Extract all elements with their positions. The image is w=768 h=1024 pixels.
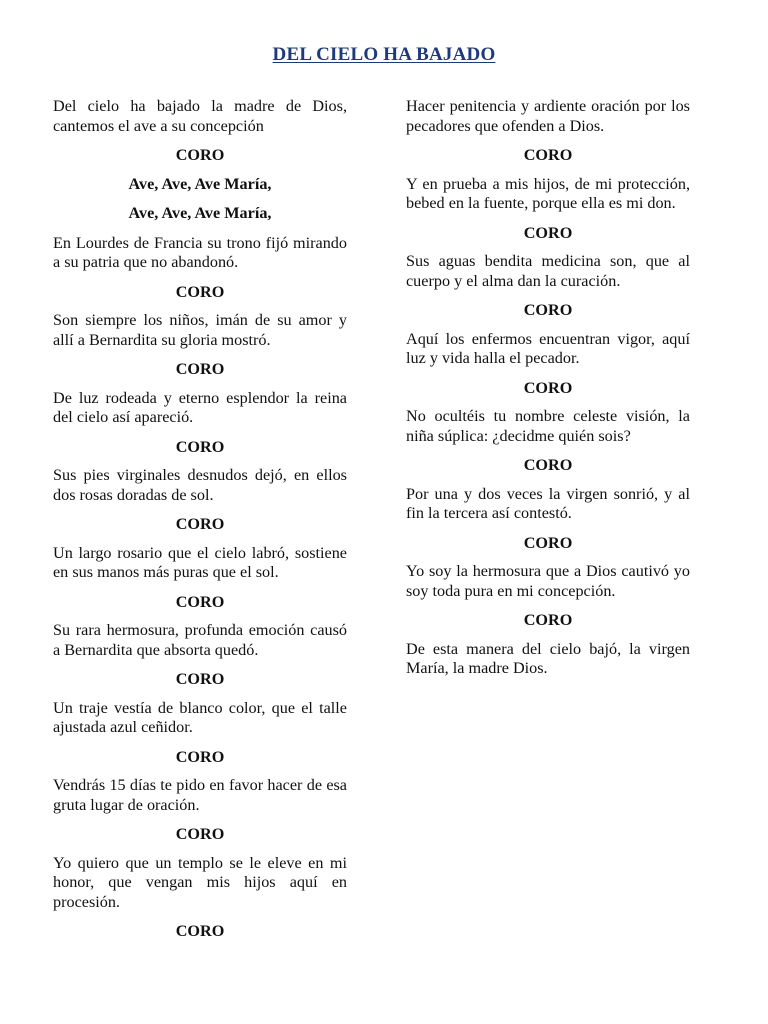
verse-paragraph: Sus aguas bendita medicina son, que al cuerpo y el alma dan la curación. (406, 252, 690, 290)
verse-paragraph: Del cielo ha bajado la madre de Dios, cantemos el ave a su concepción (53, 97, 347, 135)
verse-paragraph: De esta manera del cielo bajó, la virgen María, la madre Dios. (406, 639, 690, 677)
verse-paragraph: Aquí los enfermos encuentran vigor, aquí luz y vida halla el pecador. (406, 329, 690, 367)
chorus-label: CORO (523, 223, 573, 242)
song-title: DEL CIELO HA BAJADO (272, 44, 496, 65)
left-column (53, 97, 347, 951)
chorus-label: CORO (523, 378, 573, 397)
verse-paragraph: Hacer penitencia y ardiente oración por los pecadores que ofenden a Dios. (406, 97, 690, 135)
chorus-line: Ave, Ave, Ave María, (128, 204, 272, 222)
right-column (406, 97, 690, 679)
chorus-label: CORO (175, 515, 225, 533)
verse-paragraph: Son siempre los niños, imán de su amor y allí a Bernardita su gloria mostró. (53, 311, 347, 349)
chorus-label: CORO (523, 301, 573, 319)
verse-paragraph: Yo quiero que un templo se le eleve en mi honor, que vengan mis hijos aquí en procesión. (53, 853, 347, 911)
chorus-label: CORO (523, 146, 573, 164)
verse-paragraph: No ocultéis tu nombre celeste visión, la niña súplica: ¿decidme quién sois? (406, 407, 690, 445)
chorus-label: CORO (523, 611, 573, 629)
verse-paragraph: Y en prueba a mis hijos, de mi protección, bebed en la fuente, porque ella es mi don. (406, 174, 690, 212)
verse-paragraph: De luz rodeada y eterno esplendor la reina del cielo así apareció. (53, 388, 347, 426)
chorus-label: CORO (175, 825, 225, 843)
chorus-line: Ave, Ave, Ave María, (128, 174, 272, 193)
verse-paragraph: Su rara hermosura, profunda emoción causó a Bernardita que absorta quedó. (53, 621, 347, 659)
verse-paragraph: Un traje vestía de blanco color, que el talle ajustada azul ceñidor. (53, 698, 347, 736)
verse-paragraph: Vendrás 15 días te pido en favor hacer de esa gruta lugar de oración. (53, 776, 347, 814)
verse-paragraph: En Lourdes de Francia su trono fijó mirando a su patria que no abandonó. (53, 233, 347, 271)
chorus-label: CORO (175, 146, 225, 164)
chorus-label: CORO (175, 922, 225, 940)
verse-paragraph: Sus pies virginales desnudos dejó, en ellos dos rosas doradas de sol. (53, 466, 347, 504)
chorus-label: CORO (523, 533, 573, 552)
chorus-label: CORO (175, 670, 225, 688)
chorus-label: CORO (175, 437, 225, 456)
chorus-label: CORO (175, 592, 225, 611)
chorus-label: CORO (175, 360, 225, 378)
chorus-label: CORO (523, 456, 573, 474)
chorus-label: CORO (175, 747, 225, 766)
verse-paragraph: Yo soy la hermosura que a Dios cautivó yo soy toda pura en mi concepción. (406, 562, 690, 600)
verse-paragraph: Un largo rosario que el cielo labró, sostiene en sus manos más puras que el sol. (53, 543, 347, 581)
verse-paragraph: Por una y dos veces la virgen sonrió, y al fin la tercera así contestó. (406, 484, 690, 522)
chorus-label: CORO (175, 282, 225, 301)
